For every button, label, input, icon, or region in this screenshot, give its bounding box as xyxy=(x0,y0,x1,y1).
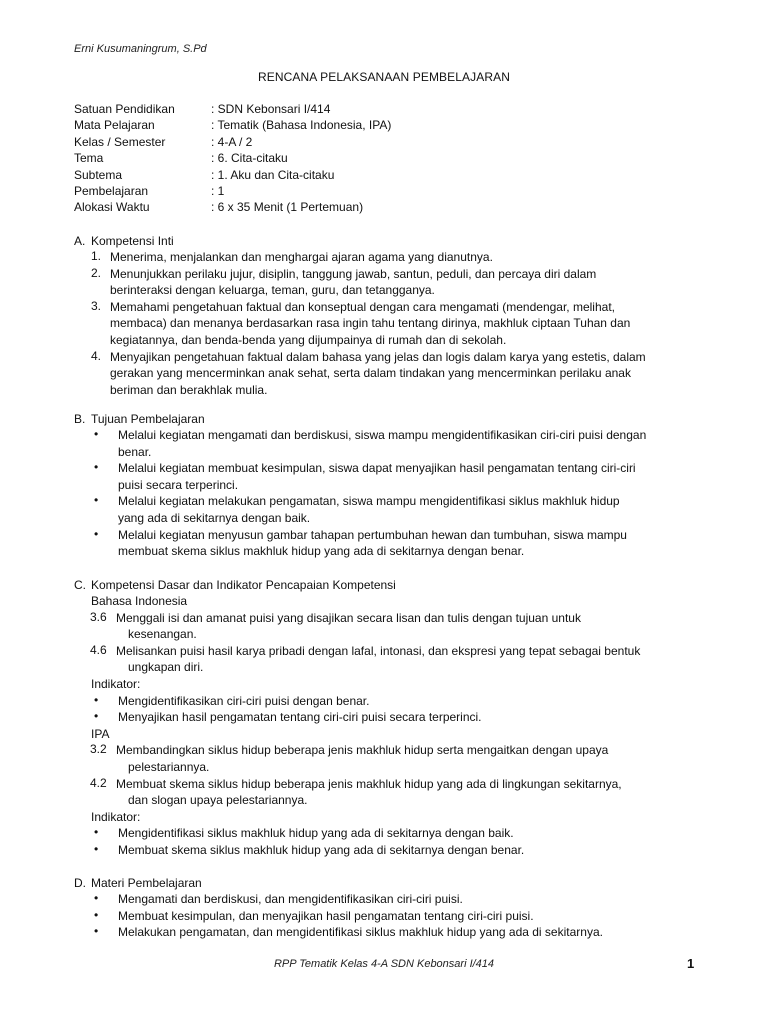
section-heading xyxy=(74,875,714,891)
item-text: Membuat skema siklus makhluk hidup yang ada di sekitarnya dengan benar. xyxy=(118,842,525,857)
kd-number: 3.6 xyxy=(90,609,107,624)
info-row xyxy=(74,117,391,133)
item-text: membaca) dan menanya berdasarkan rasa ingin tahu tentang dirinya, makhluk ciptaan Tuhan dan xyxy=(110,316,631,331)
page-title: RENCANA PELAKSANAAN PEMBELAJARAN xyxy=(258,70,510,84)
info-value: : 1. Aku dan Cita-citaku xyxy=(211,167,335,182)
item-text: Membuat kesimpulan, dan menyajikan hasil pengamatan tentang ciri-ciri puisi. xyxy=(118,908,534,923)
item-text: Melalui kegiatan melakukan pengamatan, siswa mampu mengidentifikasi siklus makhluk hidup xyxy=(118,494,620,509)
kd-item xyxy=(74,643,714,676)
item-text: Menyajikan pengetahuan faktual dalam bahasa yang jelas dan logis dalam karya yang estetis, dalam xyxy=(110,349,646,364)
item-text: Menyajikan hasil pengamatan tentang ciri-ciri puisi secara terperinci. xyxy=(118,710,482,725)
info-label: Pembelajaran xyxy=(74,183,149,198)
bullet-icon: • xyxy=(94,526,99,541)
item-text: Melalui kegiatan menyusun gambar tahapan pertumbuhan hewan dan tumbuhan, siswa mampu xyxy=(118,527,627,542)
info-row xyxy=(74,134,391,150)
bullet-item xyxy=(74,427,714,460)
bullet-item xyxy=(74,460,714,493)
item-text: puisi secara terperinci. xyxy=(118,477,239,492)
info-row xyxy=(74,101,391,117)
section-letter: D. xyxy=(74,876,86,890)
bullet-icon: • xyxy=(94,841,99,856)
kd-number: 3.2 xyxy=(90,742,107,757)
info-value: : 4-A / 2 xyxy=(211,134,253,149)
info-label: Alokasi Waktu xyxy=(74,200,150,215)
bullet-icon: • xyxy=(94,924,99,939)
bullet-item xyxy=(74,527,714,560)
section-title: Kompetensi Inti xyxy=(91,234,174,248)
page-number: 1 xyxy=(687,956,695,971)
item-text: yang ada di sekitarnya dengan baik. xyxy=(118,510,311,525)
list-item xyxy=(74,299,714,349)
kd-item xyxy=(74,776,714,809)
kd-number: 4.6 xyxy=(90,642,107,657)
info-label: Subtema xyxy=(74,167,123,182)
info-label: Satuan Pendidikan xyxy=(74,102,175,116)
list-item xyxy=(74,349,714,399)
author-name: Erni Kusumaningrum, S.Pd xyxy=(74,43,207,55)
bullet-icon: • xyxy=(94,907,99,922)
section-kompetensi-inti xyxy=(74,233,714,398)
bullet-item xyxy=(74,709,714,726)
info-label: Kelas / Semester xyxy=(74,134,166,149)
bullet-item xyxy=(74,891,714,908)
kd-number: 4.2 xyxy=(90,775,107,790)
bullet-item xyxy=(74,693,714,710)
bullet-icon: • xyxy=(94,460,99,475)
item-text: kesenangan. xyxy=(128,627,197,642)
bullet-icon: • xyxy=(94,891,99,905)
info-value: : SDN Kebonsari I/414 xyxy=(211,102,331,116)
item-text: Menggali isi dan amanat puisi yang disajikan secara lisan dan tulis dengan tujuan untuk xyxy=(116,610,581,625)
page-footer: RPP Tematik Kelas 4-A SDN Kebonsari I/414 xyxy=(273,958,495,970)
item-text: Mengamati dan berdiskusi, dan mengidentifikasikan ciri-ciri puisi. xyxy=(118,892,463,906)
item-text: Melalui kegiatan mengamati dan berdiskusi, siswa mampu mengidentifikasikan ciri-ciri puisi dengan xyxy=(118,428,647,442)
section-heading xyxy=(74,233,714,249)
section-letter: C. xyxy=(74,578,86,592)
item-text: Melakukan pengamatan, dan mengidentifikasi siklus makhluk hidup yang ada di sekitarnya. xyxy=(118,925,603,940)
bullet-item xyxy=(74,842,714,859)
item-number: 2. xyxy=(91,265,102,280)
item-text: Membuat skema siklus hidup beberapa jenis makhluk hidup yang ada di lingkungan sekitarnya, xyxy=(116,776,622,791)
section-kompetensi-dasar xyxy=(74,577,714,859)
info-label: Mata Pelajaran xyxy=(74,118,155,133)
bullet-item xyxy=(74,493,714,526)
bullet-icon: • xyxy=(94,825,99,840)
list-item xyxy=(74,249,714,266)
item-text: Menerima, menjalankan dan menghargai ajaran agama yang dianutnya. xyxy=(110,250,493,264)
kd-item xyxy=(74,742,714,775)
section-letter: B. xyxy=(74,412,86,426)
info-label: Tema xyxy=(74,151,104,166)
item-text: berinteraksi dengan keluarga, teman, guru, dan tetangganya. xyxy=(110,283,435,298)
bullet-icon: • xyxy=(94,427,99,441)
info-value: : 1 xyxy=(211,183,225,198)
item-text: Melalui kegiatan membuat kesimpulan, siswa dapat menyajikan hasil pengamatan tentang ciri-ciri xyxy=(118,461,636,476)
bullet-icon: • xyxy=(94,692,99,707)
indikator-label: Indikator: xyxy=(91,809,141,824)
subject-label: IPA xyxy=(91,726,110,741)
item-text: pelestariannya. xyxy=(128,759,210,774)
item-text: Mengidentifikasikan ciri-ciri puisi dengan benar. xyxy=(118,693,370,708)
section-title: Materi Pembelajaran xyxy=(91,876,202,890)
item-number: 3. xyxy=(91,298,102,313)
item-text: kegiatannya, dan benda-benda yang dijumpainya di rumah dan di sekolah. xyxy=(110,332,507,347)
bullet-icon: • xyxy=(94,709,99,724)
item-text: ungkapan diri. xyxy=(128,660,204,675)
section-heading xyxy=(74,577,714,593)
section-title: Kompetensi Dasar dan Indikator Pencapaian Kompetensi xyxy=(91,578,396,592)
list-item xyxy=(74,266,714,299)
indikator-label: Indikator: xyxy=(91,676,141,691)
section-title: Tujuan Pembelajaran xyxy=(91,412,205,426)
section-letter: A. xyxy=(74,234,86,248)
bullet-item xyxy=(74,924,714,941)
item-number: 4. xyxy=(91,348,102,363)
kd-item xyxy=(74,610,714,643)
item-text: benar. xyxy=(118,444,152,459)
info-row xyxy=(74,183,391,199)
item-text: gerakan yang mencerminkan anak sehat, serta dalam tindakan yang mencerminkan perilaku anak xyxy=(110,366,631,381)
item-text: Memahami pengetahuan faktual dan konseptual dengan cara mengamati (mendengar, melihat, xyxy=(110,299,615,314)
bullet-item xyxy=(74,825,714,842)
section-tujuan-pembelajaran xyxy=(74,411,714,560)
item-text: Mengidentifikasi siklus makhluk hidup yang ada di sekitarnya dengan baik. xyxy=(118,826,514,841)
section-materi-pembelajaran xyxy=(74,875,714,941)
item-text: beriman dan berakhlak mulia. xyxy=(110,382,268,397)
item-number: 1. xyxy=(91,249,102,263)
item-text: Menunjukkan perilaku jujur, disiplin, tanggung jawab, santun, peduli, dan percaya diri dalam xyxy=(110,266,597,281)
info-row xyxy=(74,150,391,166)
info-value: : 6 x 35 Menit (1 Pertemuan) xyxy=(211,200,364,215)
info-table xyxy=(74,101,391,216)
bullet-item xyxy=(74,908,714,925)
info-row xyxy=(74,167,391,183)
info-value: : Tematik (Bahasa Indonesia, IPA) xyxy=(211,118,392,133)
section-heading xyxy=(74,411,714,427)
bullet-icon: • xyxy=(94,493,99,508)
item-text: Melisankan puisi hasil karya pribadi dengan lafal, intonasi, dan ekspresi yang tepat sebagai bentuk xyxy=(116,643,641,658)
item-text: membuat skema siklus makhluk hidup yang ada di sekitarnya dengan benar. xyxy=(118,544,525,559)
subject-label: Bahasa Indonesia xyxy=(91,594,188,608)
info-value: : 6. Cita-citaku xyxy=(211,151,288,166)
item-text: dan slogan upaya pelestariannya. xyxy=(128,793,308,808)
item-text: Membandingkan siklus hidup beberapa jenis makhluk hidup serta mengaitkan dengan upaya xyxy=(116,743,609,758)
info-row xyxy=(74,199,391,215)
